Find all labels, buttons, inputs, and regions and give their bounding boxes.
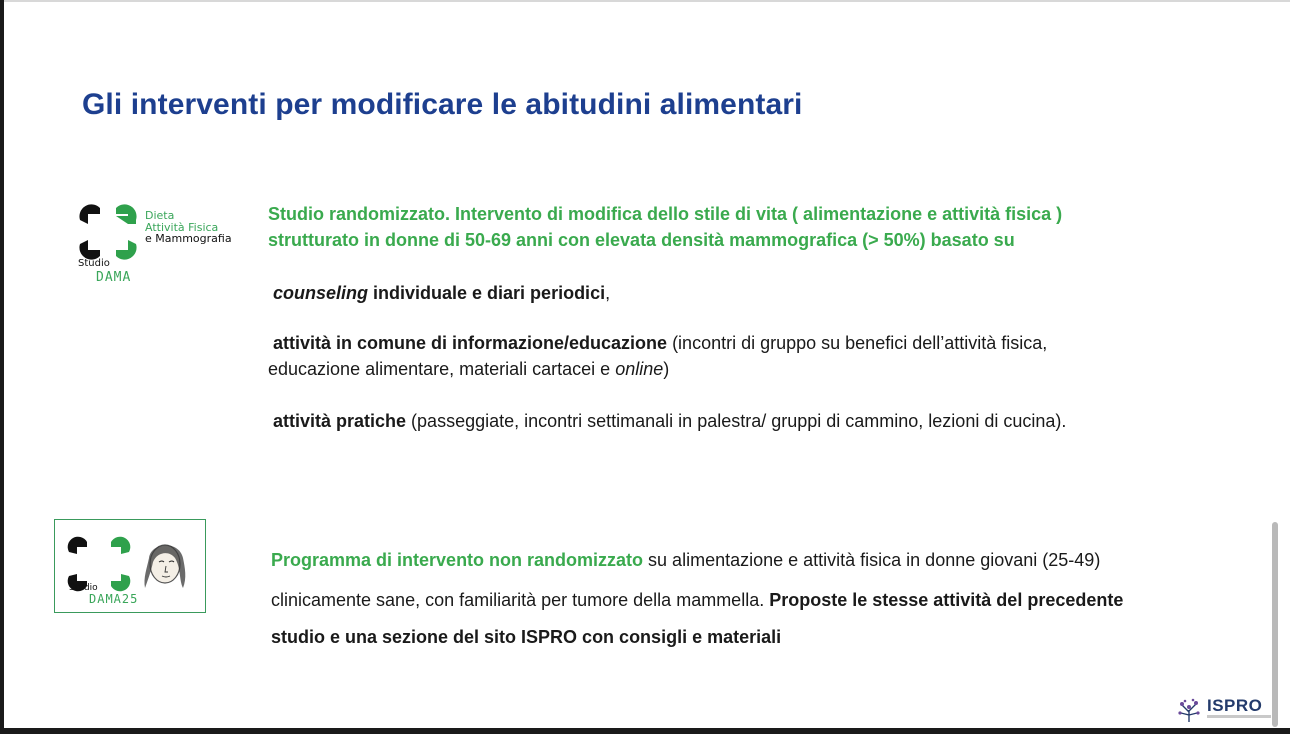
window-bottom-border [0,728,1290,734]
window-left-border [0,0,4,734]
logo2-studio-label: Studio [69,583,98,593]
portrait-sketch-icon [139,538,191,596]
logo-line-2: Attività Fisica [145,220,219,234]
logo2-dama-label: DAMA25 [89,592,139,606]
logo-line-3: e Mammografia [145,232,232,246]
block2-green-lead: Programma di intervento non randomizzato [271,550,644,570]
block1-item-education-line2 [268,356,669,382]
practical-term: attività pratiche [273,411,407,431]
ispro-logo [1175,694,1275,724]
practical-rest: (passeggiate, incontri settimanali in palestra/ gruppi di cammino, lezioni di cucina). [406,411,1067,431]
counseling-term: counseling [273,283,369,303]
block2-line2-b: Proposte le stesse attività del precedente [769,590,1124,610]
logo-dama-label: DAMA [96,270,132,285]
education-line2-online: online [615,359,664,379]
logo-line-1: Dieta [145,209,175,222]
ispro-tree-icon [1175,696,1203,724]
block2-line1-rest: su alimentazione e attività fisica in donne giovani (25-49) [643,550,1101,570]
dama25-logo [54,519,206,613]
window-top-border [0,0,1290,2]
education-line2-a: educazione alimentare, materiali cartacei e [268,359,616,379]
education-rest: (incontri di gruppo su benefici dell’attività fisica, [667,333,1048,353]
block2-line1 [271,547,1100,573]
block1-line1: Studio randomizzato. Intervento di modifica dello stile di vita ( alimentazione e attività fisica ) [268,204,1063,224]
block2-line2-a: clinicamente sane, con familiarità per tumore della mammella. [271,590,770,610]
counseling-rest: individuale e diari periodici [368,283,606,303]
block2-line3: studio e una sezione del sito ISPRO con consigli e materiali [271,627,782,647]
education-line2-b: ) [663,359,670,379]
dama-logo [76,200,246,295]
counseling-comma: , [605,283,611,303]
slide-title: Gli interventi per modificare le abitudini alimentari [82,88,803,121]
ispro-brand-label: ISPRO [1207,696,1263,715]
education-term: attività in comune di informazione/educazione [273,333,668,353]
block1-item-counseling [273,280,610,306]
block1-item-practical [273,408,1066,434]
block1-item-education [273,330,1047,356]
block1-line2: strutturato in donne di 50-69 anni con elevata densità mammografica (> 50%) basato su [268,230,1015,250]
ispro-tagline-bar [1207,715,1271,718]
logo-studio-label: Studio [78,258,110,269]
block2-line2 [271,587,1123,613]
